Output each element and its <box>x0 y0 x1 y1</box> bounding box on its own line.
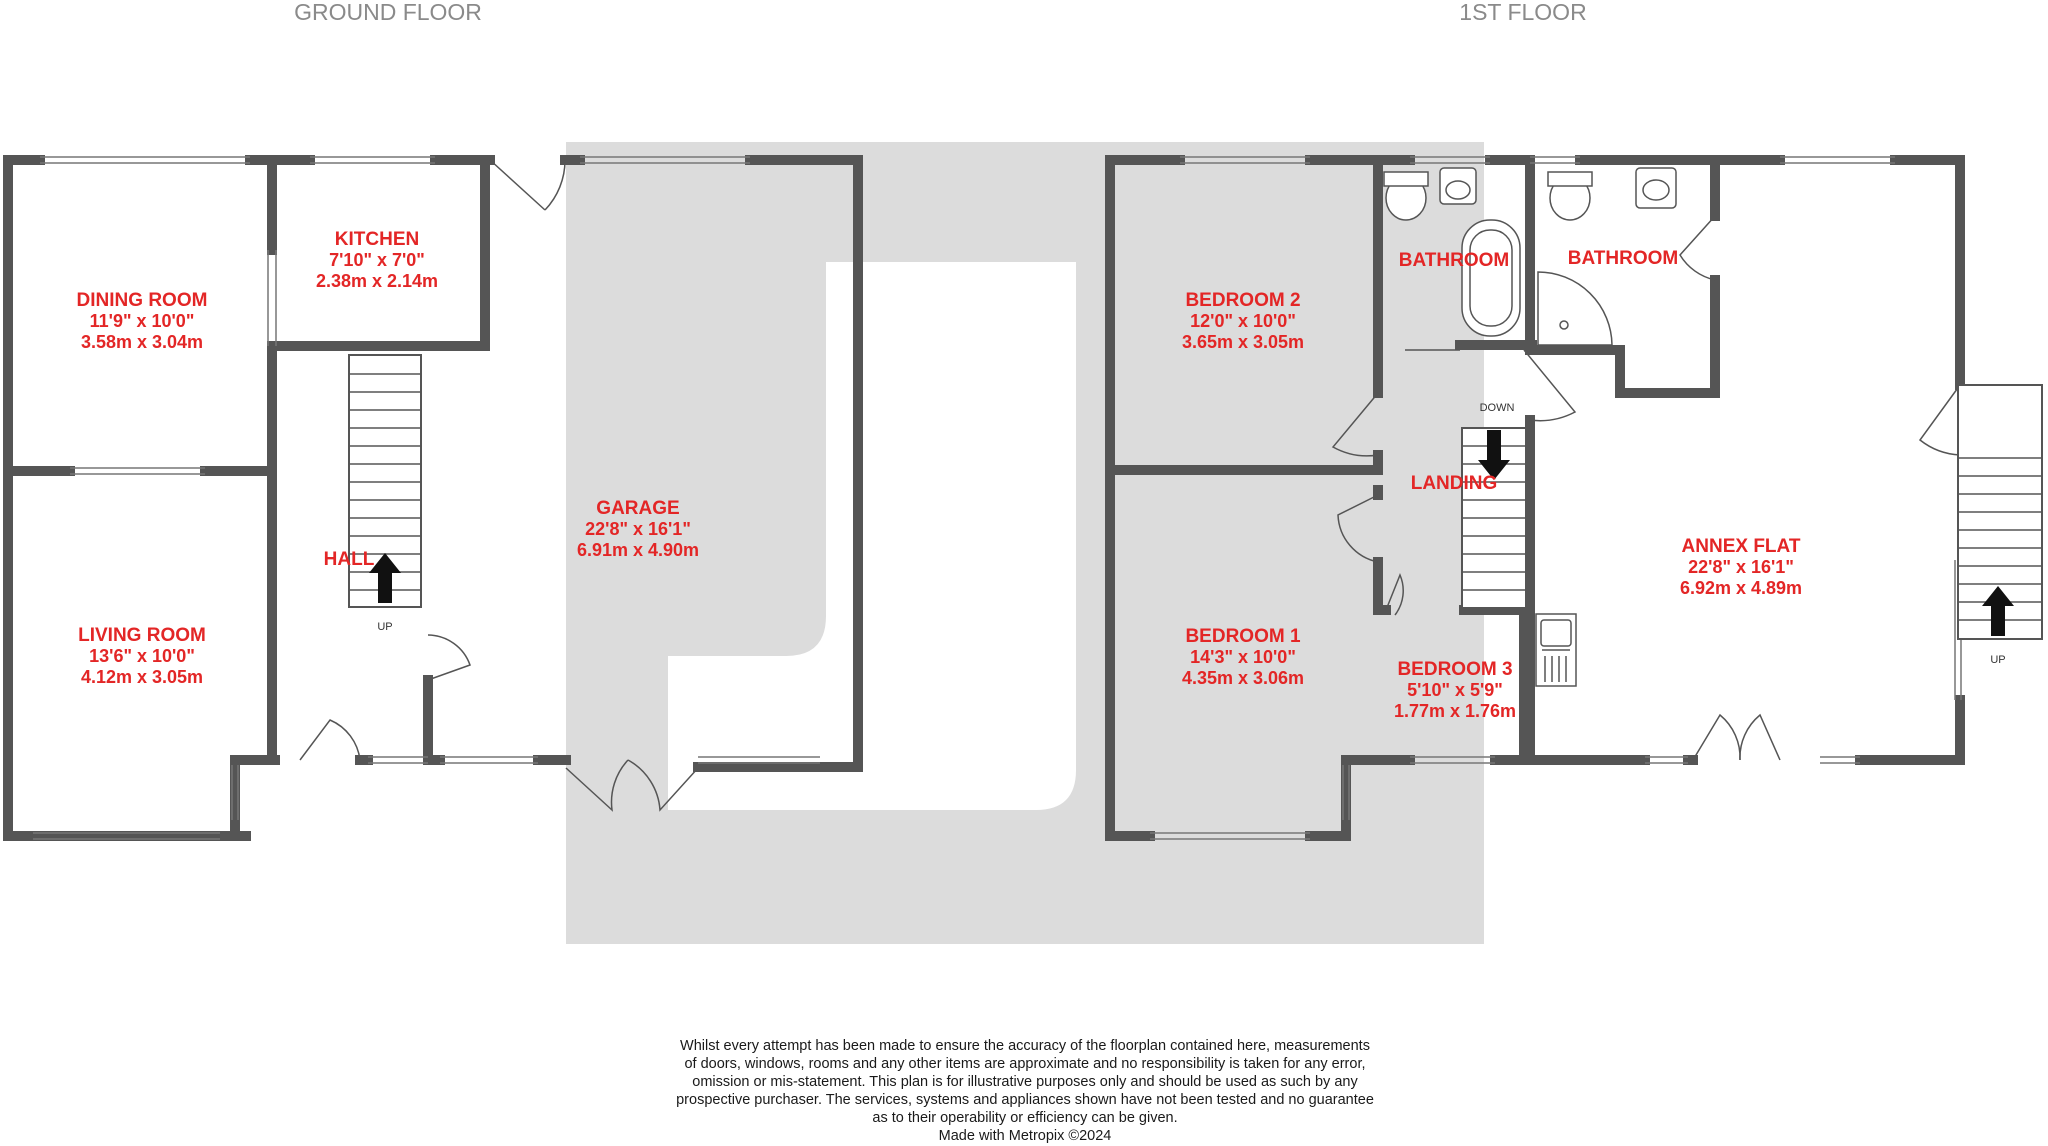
room-name: DINING ROOM <box>76 290 208 311</box>
landing-stairs <box>1462 428 1526 608</box>
room-name: BEDROOM 1 <box>1185 626 1301 647</box>
disclaimer-line: as to their operability or efficiency can be given. <box>872 1110 1178 1126</box>
room-landing: LANDING <box>1410 473 1498 494</box>
disclaimer <box>590 1037 1460 1145</box>
room-metric: 1.77m x 1.76m <box>1393 701 1517 721</box>
annex-stairs <box>1958 385 2042 639</box>
room-bathroom-1: BATHROOM <box>1398 250 1510 271</box>
room-living <box>78 625 206 687</box>
room-imperial: 7'10" x 7'0" <box>329 250 425 270</box>
room-name: KITCHEN <box>334 229 420 250</box>
room-bedroom-3 <box>1394 659 1516 721</box>
disclaimer-line: omission or mis-statement. This plan is for illustrative purposes only and should be used as such by any <box>692 1074 1358 1090</box>
first-floor-title: 1ST FLOOR <box>1459 0 1587 25</box>
room-imperial: 22'8" x 16'1" <box>585 519 691 539</box>
room-metric: 3.58m x 3.04m <box>80 332 204 352</box>
room-metric: 6.91m x 4.90m <box>576 540 700 560</box>
room-imperial: 13'6" x 10'0" <box>89 646 195 666</box>
room-name: BEDROOM 3 <box>1397 659 1513 680</box>
ground-stairs-up-label: UP <box>377 621 393 633</box>
room-metric: 6.92m x 4.89m <box>1679 578 1803 598</box>
room-hall: HALL <box>323 549 375 570</box>
room-imperial: 11'9" x 10'0" <box>89 311 195 331</box>
annex-stairs-up-label: UP <box>1990 654 2006 666</box>
disclaimer-line: Whilst every attempt has been made to ensure the accuracy of the floorplan contained here, measurements <box>680 1038 1370 1054</box>
room-name: ANNEX FLAT <box>1681 536 1801 557</box>
room-metric: 4.35m x 3.06m <box>1181 668 1305 688</box>
room-metric: 3.65m x 3.05m <box>1181 332 1305 352</box>
room-dining <box>77 290 208 352</box>
room-bedroom-2 <box>1182 290 1304 352</box>
landing-stairs-down-label: DOWN <box>1479 402 1515 414</box>
room-kitchen <box>316 229 438 291</box>
ground-floor-title: GROUND FLOOR <box>294 0 482 25</box>
room-metric: 4.12m x 3.05m <box>80 667 204 687</box>
disclaimer-line: of doors, windows, rooms and any other items are approximate and no responsibility is taken for any error, <box>684 1056 1366 1072</box>
room-imperial: 5'10" x 5'9" <box>1407 680 1503 700</box>
room-imperial: 22'8" x 16'1" <box>1688 557 1794 577</box>
room-bathroom-2: BATHROOM <box>1567 248 1679 269</box>
disclaimer-line: prospective purchaser. The services, systems and appliances shown have not been tested and no guarantee <box>676 1092 1374 1108</box>
room-name: LIVING ROOM <box>78 625 206 646</box>
room-name: BEDROOM 2 <box>1185 290 1301 311</box>
room-bedroom-1 <box>1182 626 1304 688</box>
room-imperial: 12'0" x 10'0" <box>1190 311 1296 331</box>
room-name: GARAGE <box>596 498 680 519</box>
shower-icon <box>1538 272 1612 345</box>
room-imperial: 14'3" x 10'0" <box>1190 647 1296 667</box>
room-metric: 2.38m x 2.14m <box>315 271 439 291</box>
credit: Made with Metropix ©2024 <box>938 1128 1112 1144</box>
room-annex-flat <box>1680 536 1802 598</box>
